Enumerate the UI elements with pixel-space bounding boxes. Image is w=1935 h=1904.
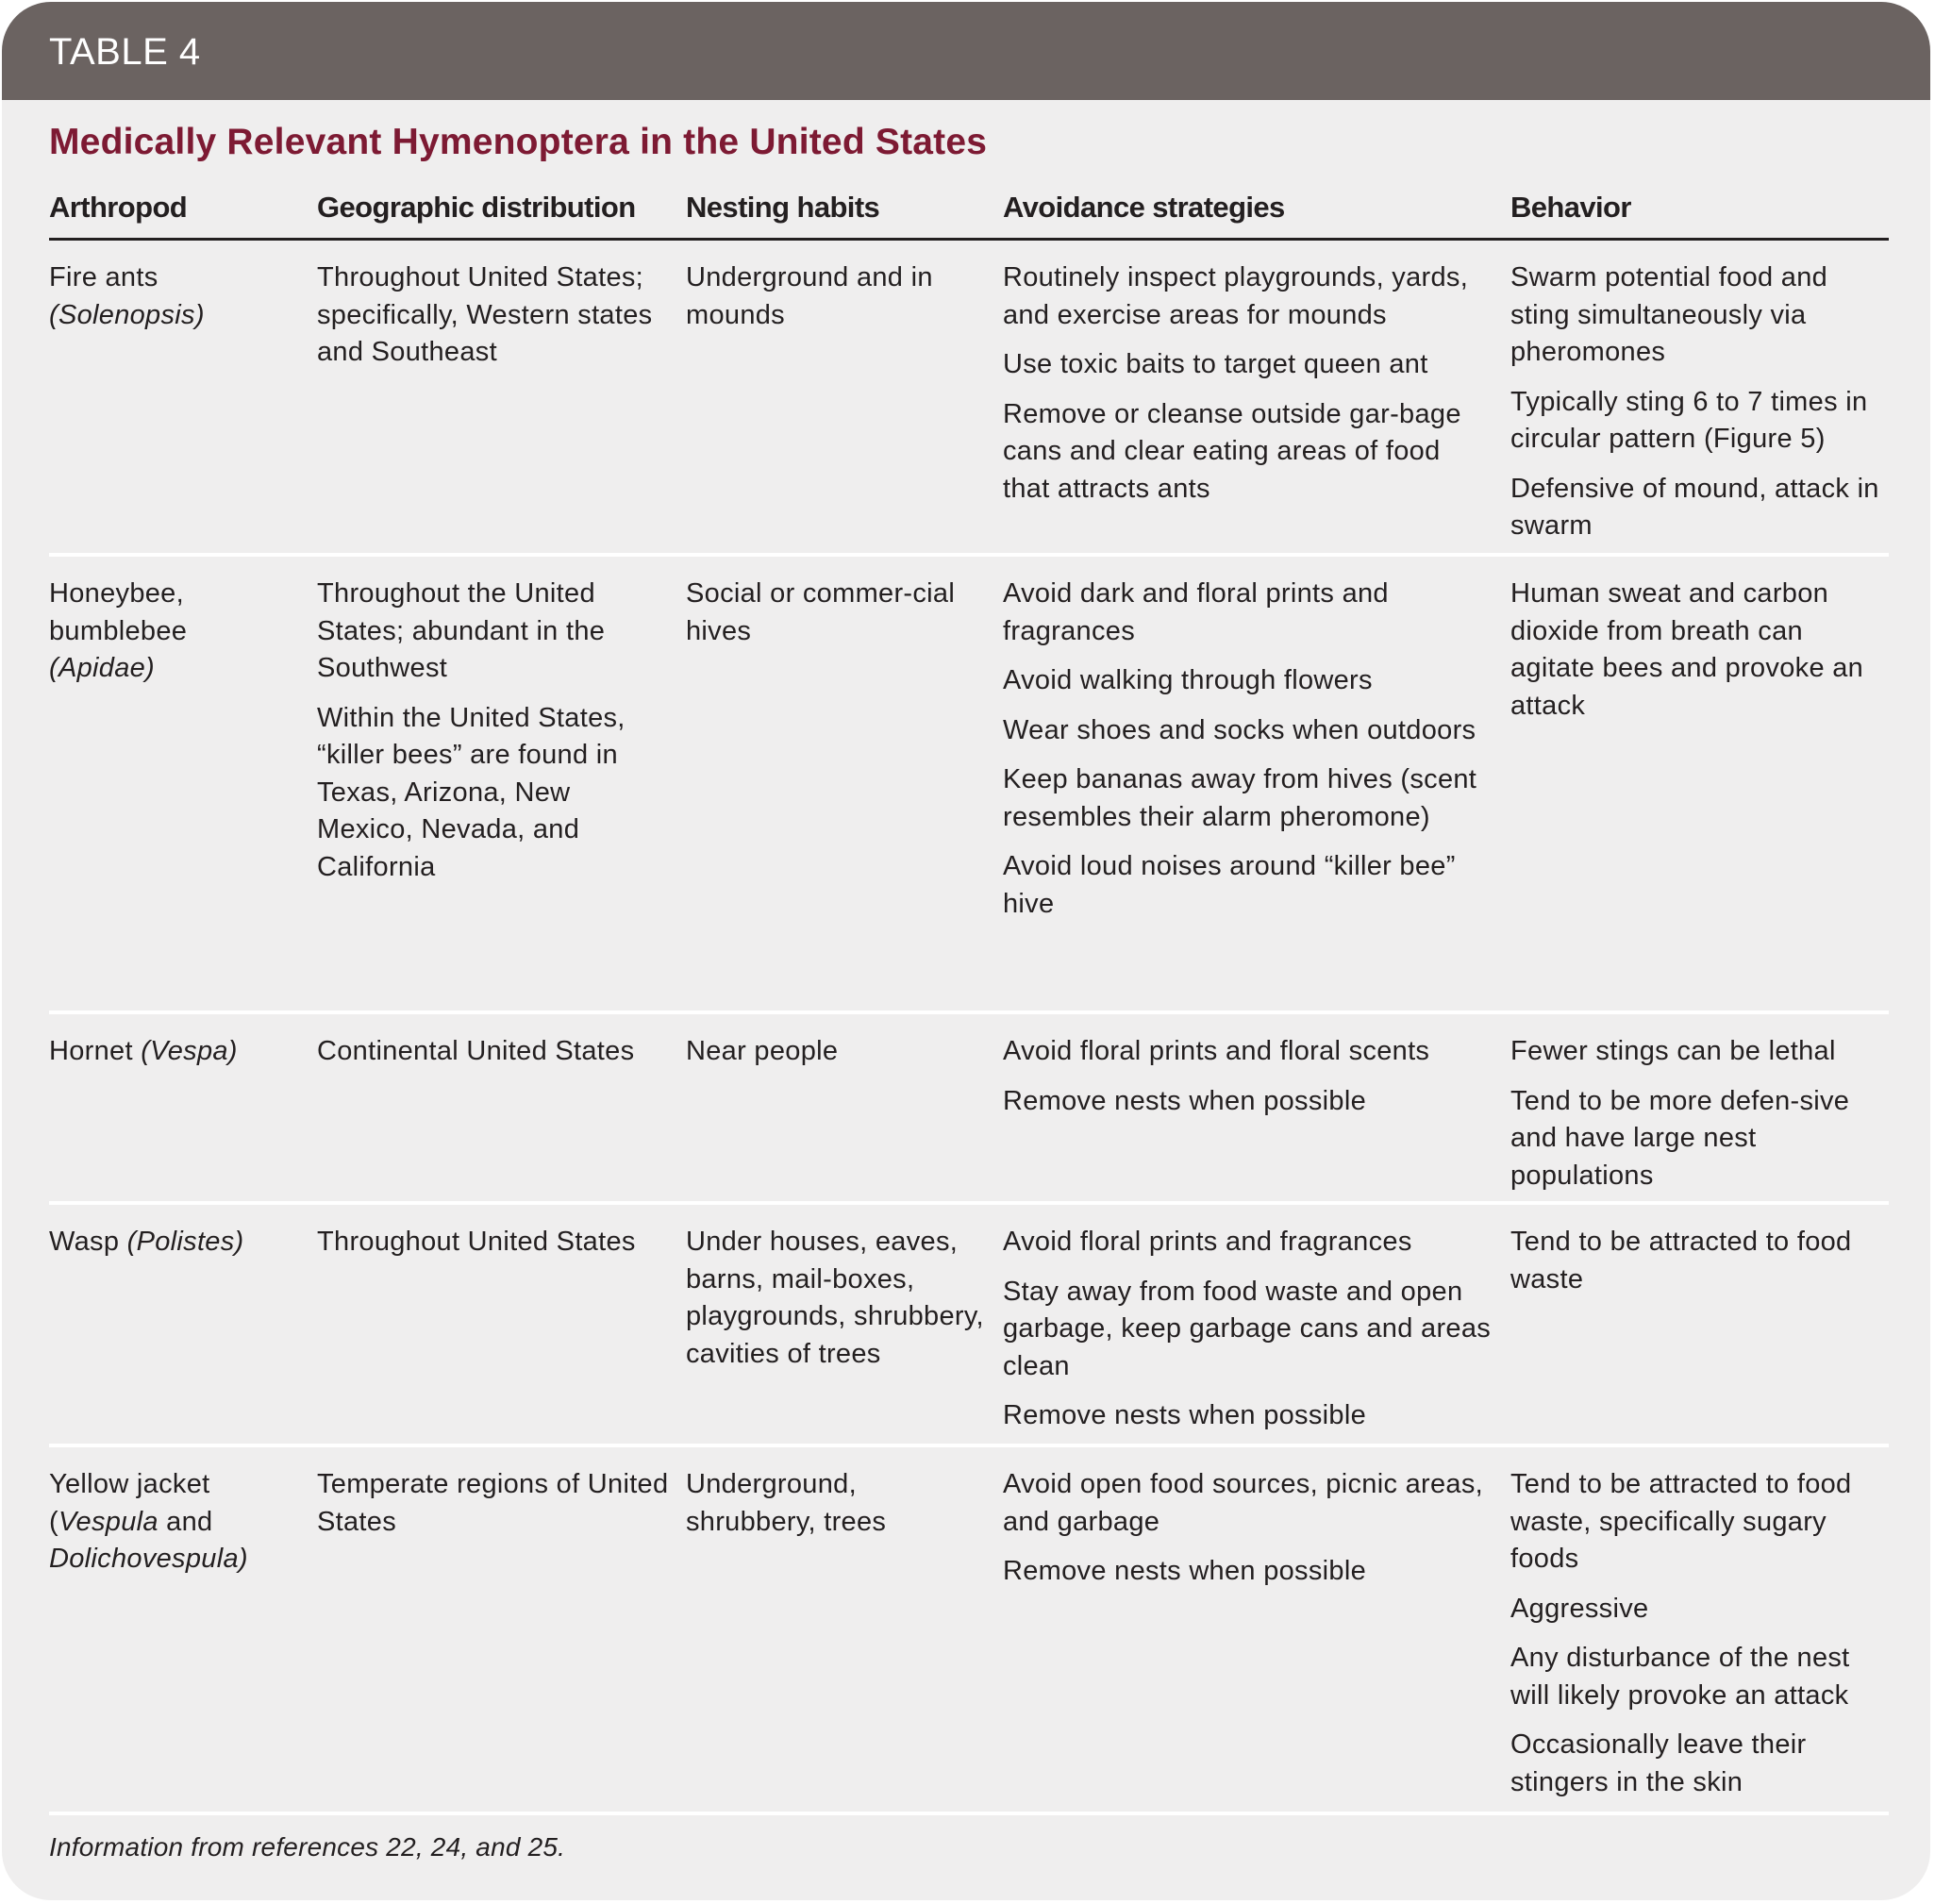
- nesting-cell: [686, 1466, 1003, 1812]
- behavior-item: Occasionally leave their stingers in the skin: [1510, 1729, 1807, 1797]
- arthropod-common-name: Hornet: [49, 1036, 133, 1066]
- table-row: [49, 1447, 1889, 1815]
- table-label: TABLE 4: [49, 31, 201, 73]
- table-row: [49, 557, 1889, 1014]
- avoidance-cell: [1003, 1224, 1510, 1444]
- avoidance-cell: [1003, 1466, 1510, 1812]
- table-card: [2, 2, 1930, 1900]
- avoidance-item: Avoid floral prints and fragrances: [1003, 1227, 1412, 1257]
- avoidance-cell: [1003, 1033, 1510, 1201]
- nesting-item: Near people: [686, 1036, 839, 1066]
- avoidance-cell: [1003, 259, 1510, 553]
- nesting-cell: [686, 1224, 1003, 1444]
- avoidance-item: Routinely inspect playgrounds, yards, and exercise areas for mounds: [1003, 262, 1469, 330]
- distribution-item: Continental United States: [317, 1036, 635, 1066]
- behavior-item: Typically sting 6 to 7 times in circular pattern (Figure 5): [1510, 386, 1868, 454]
- arthropod-cell: [49, 1466, 317, 1812]
- nesting-item: Underground and in mounds: [686, 262, 933, 330]
- avoidance-item: Remove nests when possible: [1003, 1085, 1366, 1116]
- arthropod-paren-close: ): [238, 1544, 248, 1574]
- avoidance-item: Avoid loud noises around “killer bee” hive: [1003, 851, 1456, 919]
- table-column-headers: [49, 181, 1889, 241]
- table-header-bar: [2, 2, 1930, 100]
- nesting-item: Under houses, eaves, barns, mail-boxes, playgrounds, shrubbery, cavities of trees: [686, 1227, 984, 1369]
- arthropod-latin-name: (Apidae): [49, 653, 156, 683]
- distribution-item: Throughout United States: [317, 1227, 636, 1257]
- distribution-cell: [317, 1224, 686, 1444]
- nesting-cell: [686, 1033, 1003, 1201]
- distribution-item: Within the United States, “killer bees” are found in Texas, Arizona, New Mexico, Nevada, and California: [317, 702, 626, 882]
- arthropod-common-name: Yellow jacket: [49, 1469, 210, 1499]
- arthropod-cell: [49, 259, 317, 553]
- avoidance-item: Wear shoes and socks when outdoors: [1003, 714, 1476, 745]
- behavior-item: Tend to be more defen-sive and have large nest populations: [1510, 1085, 1850, 1191]
- table-row: [49, 1205, 1889, 1447]
- column-header-arthropod: Arthropod: [49, 191, 188, 224]
- column-header-behavior: Behavior: [1510, 191, 1631, 224]
- hymenoptera-table: [49, 181, 1889, 1815]
- arthropod-common-name: Wasp: [49, 1227, 120, 1257]
- avoidance-item: Avoid dark and floral prints and fragrances: [1003, 578, 1389, 646]
- table-footnote: Information from references 22, 24, and 25.: [49, 1832, 566, 1862]
- behavior-cell: [1510, 1466, 1889, 1812]
- table-row: [49, 241, 1889, 557]
- arthropod-common-name: Fire ants: [49, 262, 158, 292]
- avoidance-item: Avoid floral prints and floral scents: [1003, 1036, 1430, 1066]
- behavior-item: Human sweat and carbon dioxide from breath can agitate bees and provoke an attack: [1510, 578, 1864, 721]
- arthropod-cell: [49, 576, 317, 1010]
- behavior-item: Fewer stings can be lethal: [1510, 1036, 1836, 1066]
- table-body: [49, 241, 1889, 1815]
- arthropod-latin-name: (Polistes): [126, 1227, 244, 1257]
- behavior-item: Tend to be attracted to food waste, specifically sugary foods: [1510, 1469, 1852, 1574]
- table-row: [49, 1014, 1889, 1205]
- behavior-cell: [1510, 1224, 1889, 1444]
- arthropod-latin-name: (Vespa): [141, 1036, 238, 1066]
- distribution-item: Throughout the United States; abundant in the Southwest: [317, 578, 606, 683]
- distribution-cell: [317, 259, 686, 553]
- arthropod-latin-name: Vespula: [58, 1506, 158, 1537]
- arthropod-latin-conjunction: and: [158, 1506, 213, 1537]
- avoidance-item: Avoid open food sources, picnic areas, and garbage: [1003, 1469, 1484, 1537]
- behavior-item: Defensive of mound, attack in swarm: [1510, 473, 1879, 541]
- arthropod-cell: [49, 1224, 317, 1444]
- column-header-avoidance-strategies: Avoidance strategies: [1003, 191, 1285, 224]
- behavior-item: Aggressive: [1510, 1593, 1649, 1624]
- distribution-cell: [317, 1033, 686, 1201]
- arthropod-latin-name-secondary: Dolichovespula: [49, 1544, 239, 1574]
- table-title: Medically Relevant Hymenoptera in the United States: [49, 122, 988, 162]
- avoidance-item: Remove or cleanse outside gar-bage cans and clear eating areas of food that attracts ants: [1003, 398, 1461, 504]
- avoidance-item: Avoid walking through flowers: [1003, 665, 1373, 695]
- distribution-item: Temperate regions of United States: [317, 1469, 669, 1537]
- arthropod-cell: [49, 1033, 317, 1201]
- arthropod-common-name: Honeybee, bumblebee: [49, 578, 188, 646]
- avoidance-item: Remove nests when possible: [1003, 1556, 1366, 1586]
- behavior-cell: [1510, 1033, 1889, 1201]
- avoidance-item: Use toxic baits to target queen ant: [1003, 349, 1428, 379]
- behavior-item: Tend to be attracted to food waste: [1510, 1227, 1852, 1294]
- behavior-item: Swarm potential food and sting simultaneously via pheromones: [1510, 262, 1828, 367]
- distribution-cell: [317, 1466, 686, 1812]
- avoidance-item: Keep bananas away from hives (scent resembles their alarm pheromone): [1003, 764, 1477, 832]
- avoidance-item: Stay away from food waste and open garbage, keep garbage cans and areas clean: [1003, 1276, 1492, 1381]
- behavior-cell: [1510, 576, 1889, 1010]
- arthropod-paren-open: (: [49, 1506, 58, 1537]
- avoidance-item: Remove nests when possible: [1003, 1400, 1366, 1430]
- column-header-nesting-habits: Nesting habits: [686, 191, 880, 224]
- distribution-item: Throughout United States; specifically, Western states and Southeast: [317, 262, 653, 367]
- nesting-item: Underground, shrubbery, trees: [686, 1469, 887, 1537]
- column-header-geographic-distribution: Geographic distribution: [317, 191, 636, 224]
- behavior-item: Any disturbance of the nest will likely provoke an attack: [1510, 1643, 1850, 1711]
- behavior-cell: [1510, 259, 1889, 553]
- distribution-cell: [317, 576, 686, 1010]
- arthropod-latin-name: (Solenopsis): [49, 299, 205, 330]
- nesting-item: Social or commer-cial hives: [686, 578, 956, 646]
- nesting-cell: [686, 259, 1003, 553]
- avoidance-cell: [1003, 576, 1510, 1010]
- nesting-cell: [686, 576, 1003, 1010]
